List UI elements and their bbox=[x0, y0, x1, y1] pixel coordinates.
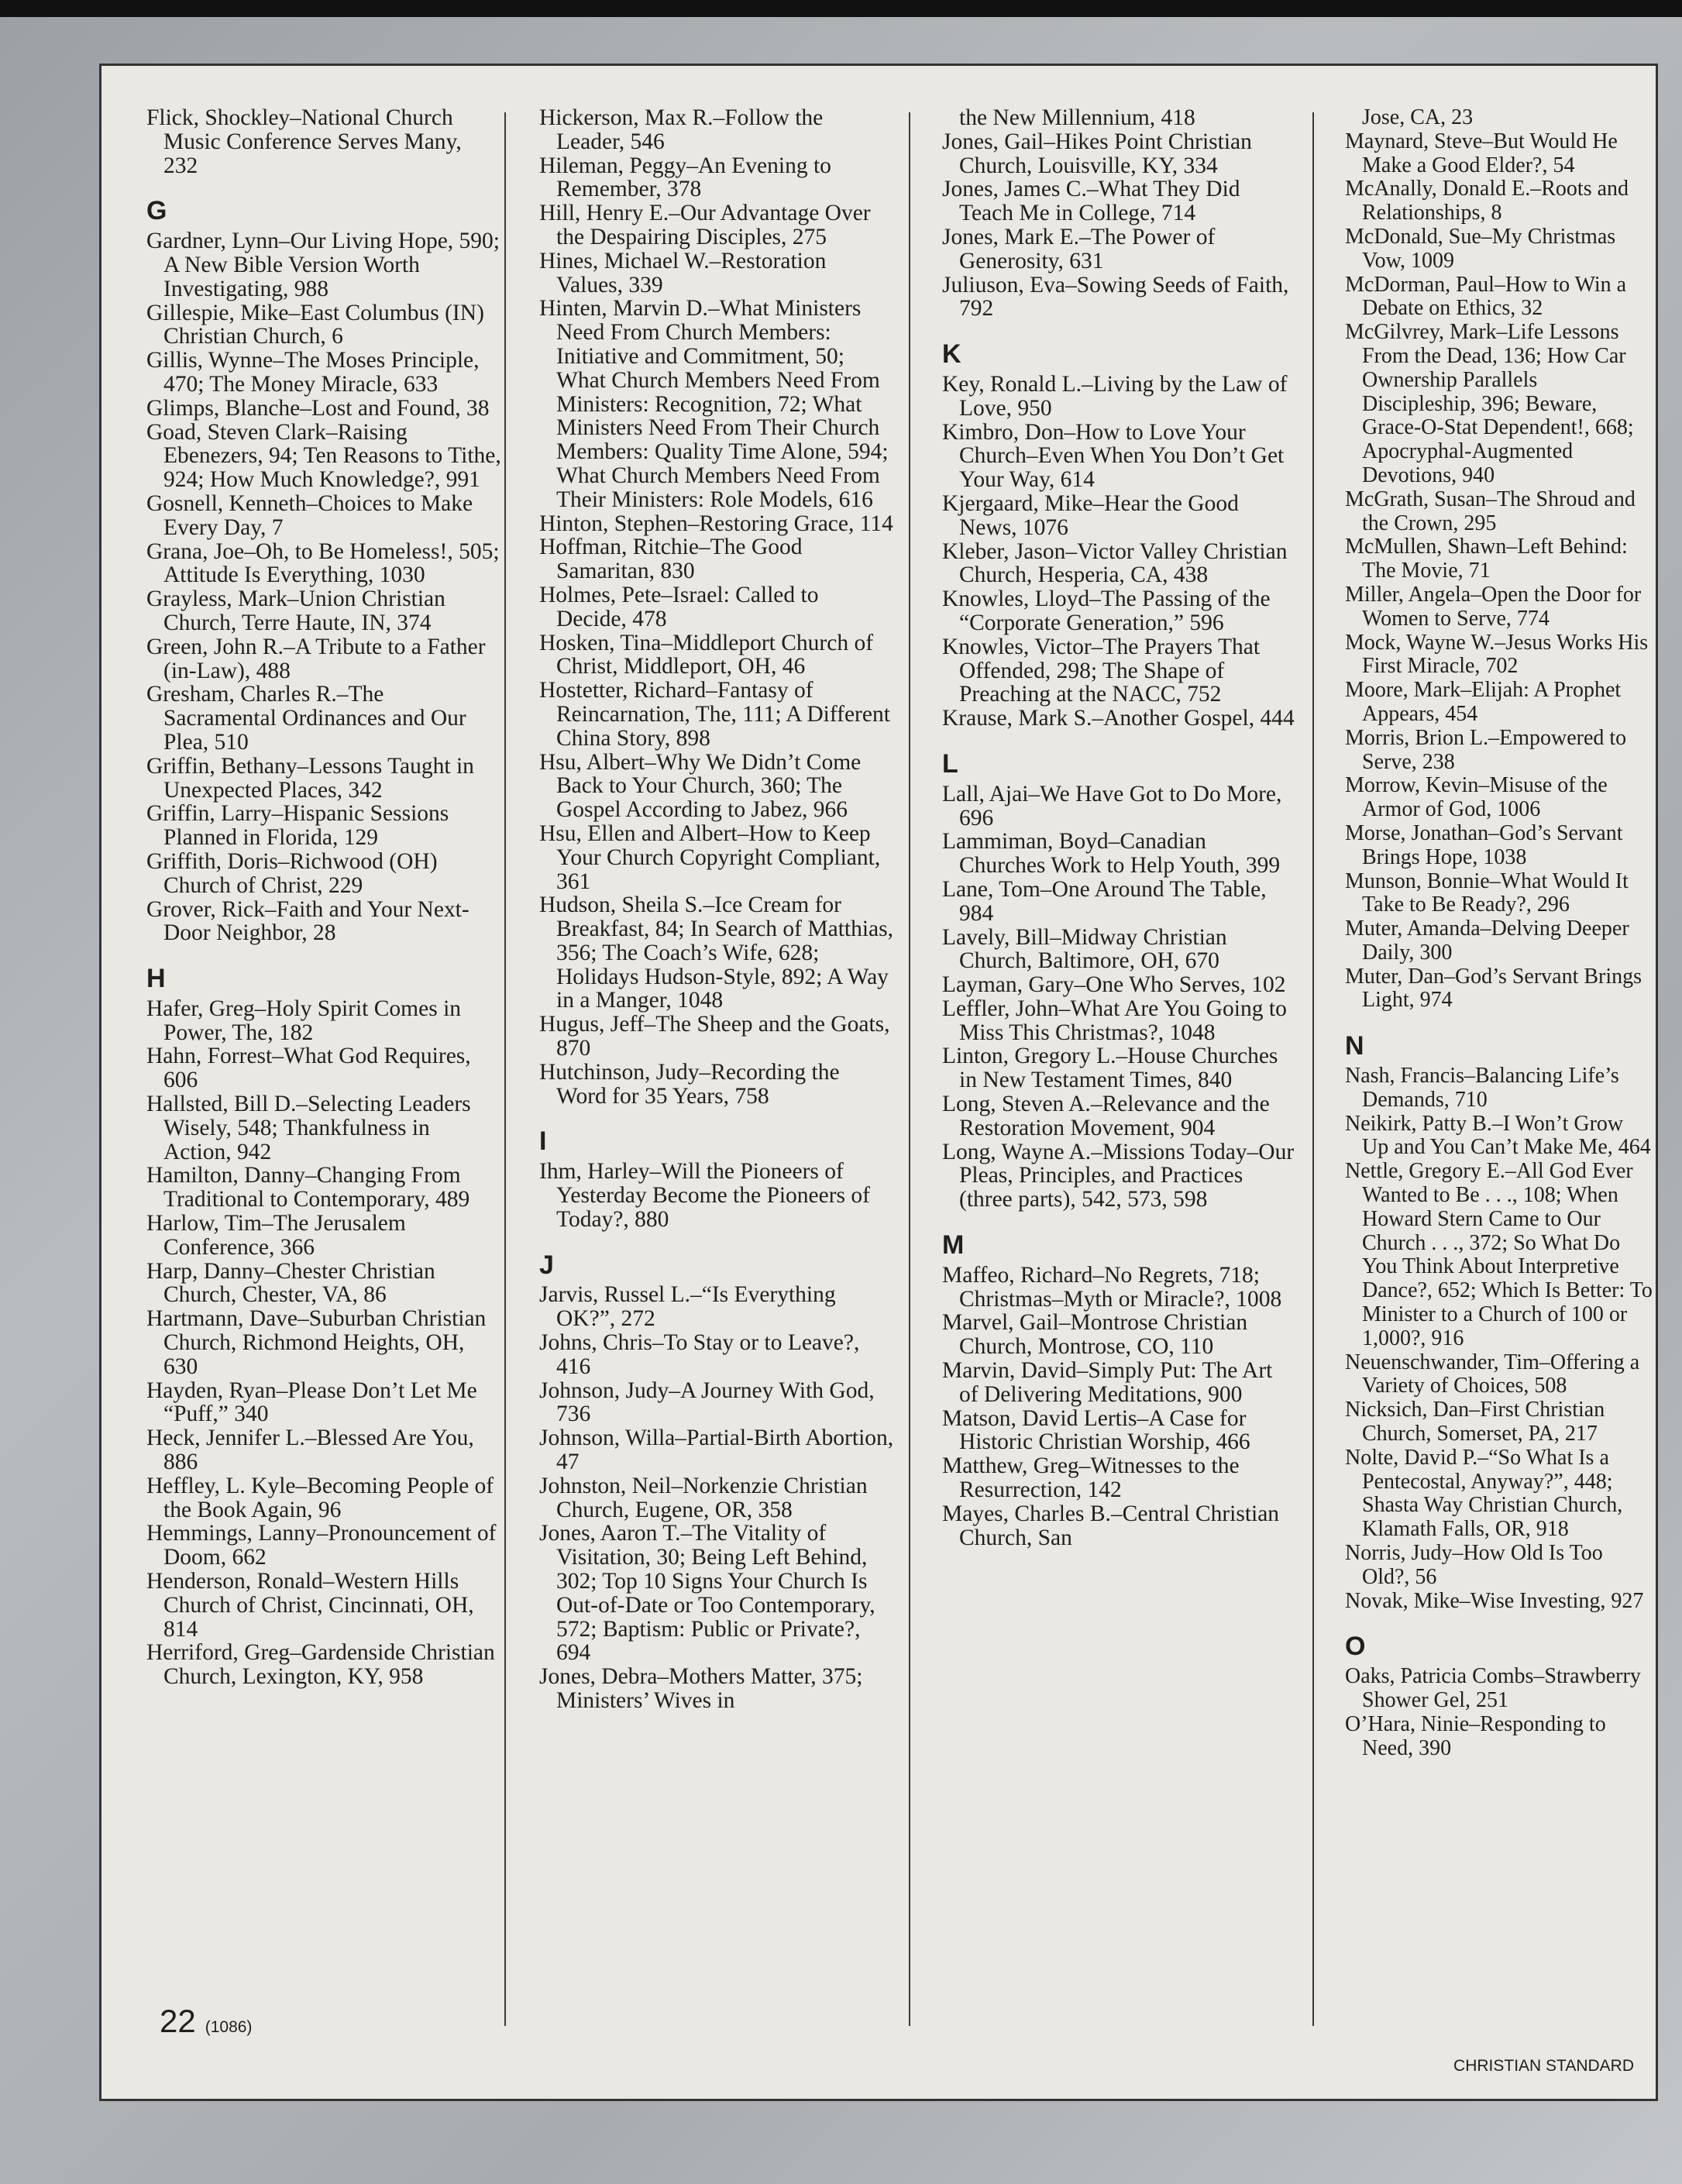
index-entry: Heffley, L. Kyle–Becoming People of the Book Again, 96 bbox=[146, 1473, 494, 1522]
index-entry: Johnson, Judy–A Journey With God, 736 bbox=[539, 1377, 875, 1427]
index-entry: Grana, Joe–Oh, to Be Homeless!, 505; Attitude Is Everything, 1030 bbox=[146, 538, 500, 588]
index-entry: Johns, Chris–To Stay or to Leave?, 416 bbox=[539, 1330, 860, 1379]
index-entry: Matson, David Lertis–A Case for Historic Christian Worship, 466 bbox=[942, 1405, 1250, 1455]
index-column-1 bbox=[146, 106, 501, 2020]
index-entry: Lammiman, Boyd–Canadian Churches Work to Help Youth, 399 bbox=[942, 829, 1281, 879]
index-entry: Muter, Amanda–Delving Deeper Daily, 300 bbox=[1345, 917, 1629, 965]
index-entry: Hines, Michael W.–Restoration Values, 339 bbox=[539, 248, 827, 298]
index-entry: McAnally, Donald E.–Roots and Relationships, 8 bbox=[1345, 177, 1629, 225]
index-entry: Griffin, Larry–Hispanic Sessions Planned in Florida, 129 bbox=[146, 801, 449, 851]
index-entry: Moore, Mark–Elijah: A Prophet Appears, 454 bbox=[1345, 678, 1622, 726]
section-letter: L bbox=[942, 748, 958, 779]
index-entry: Hamilton, Danny–Changing From Traditional to Contemporary, 489 bbox=[146, 1163, 470, 1212]
index-entry: Hinten, Marvin D.–What Ministers Need From Church Members: Initiative and Commitment, 50; What Church Members Need From Ministers: Recognition, 72; What Ministers Need From Their Church Members: Quality Time Alone, 594; What Church Members Need From Their Ministers: Role Models, 616 bbox=[539, 296, 889, 512]
index-entry: McDonald, Sue–My Christmas Vow, 1009 bbox=[1345, 224, 1616, 273]
section-letter: G bbox=[146, 196, 167, 226]
section-letter: J bbox=[539, 1250, 554, 1280]
index-entry: Mock, Wayne W.–Jesus Works His First Miracle, 702 bbox=[1345, 630, 1649, 679]
index-entry: Maffeo, Richard–No Regrets, 718; Christmas–Myth or Miracle?, 1008 bbox=[942, 1262, 1282, 1312]
index-entry: Jones, Debra–Mothers Matter, 375; Ministers’ Wives in bbox=[539, 1664, 863, 1713]
index-entry: McMullen, Shawn–Left Behind: The Movie, 71 bbox=[1345, 535, 1628, 583]
index-entry: Griffith, Doris–Richwood (OH) Church of Christ, 229 bbox=[146, 848, 438, 898]
index-entry: Glimps, Blanche–Lost and Found, 38 bbox=[146, 395, 490, 421]
index-entry: Hudson, Sheila S.–Ice Cream for Breakfast, 84; In Search of Matthias, 356; The Coach’s Wife, 628; Holidays Hudson-Style, 892; A Way in a Manger, 1048 bbox=[539, 893, 893, 1013]
index-entry: Hoffman, Ritchie–The Good Samaritan, 830 bbox=[539, 535, 803, 584]
index-entry: Hill, Henry E.–Our Advantage Over the Despairing Disciples, 275 bbox=[539, 201, 871, 249]
index-entry: Long, Wayne A.–Missions Today–Our Pleas, Principles, and Practices (three parts), 542, 573, 598 bbox=[942, 1139, 1295, 1212]
index-entry: Lane, Tom–One Around The Table, 984 bbox=[942, 876, 1267, 926]
index-entry: Gillis, Wynne–The Moses Principle, 470; The Money Miracle, 633 bbox=[146, 348, 480, 397]
magazine-name: CHRISTIAN STANDARD bbox=[1453, 2057, 1634, 2075]
index-entry: Gresham, Charles R.–The Sacramental Ordinances and Our Plea, 510 bbox=[146, 682, 466, 755]
index-entry: Layman, Gary–One Who Serves, 102 bbox=[942, 972, 1286, 998]
section-letter: H bbox=[146, 964, 166, 994]
index-entry: Holmes, Pete–Israel: Called to Decide, 478 bbox=[539, 582, 819, 631]
index-entry: Maynard, Steve–But Would He Make a Good Elder?, 54 bbox=[1345, 129, 1618, 177]
section-letter: K bbox=[942, 339, 961, 370]
column-divider bbox=[1312, 112, 1314, 2026]
index-entry: Kleber, Jason–Victor Valley Christian Church, Hesperia, CA, 438 bbox=[942, 538, 1288, 588]
index-entry: Muter, Dan–God’s Servant Brings Light, 974 bbox=[1345, 964, 1642, 1013]
index-entry: McGrath, Susan–The Shroud and the Crown, 295 bbox=[1345, 487, 1636, 535]
index-entry: Johnson, Willa–Partial-Birth Abortion, 47 bbox=[539, 1426, 894, 1475]
index-page bbox=[99, 64, 1658, 2101]
index-entry: Jones, James C.–What They Did Teach Me in College, 714 bbox=[942, 177, 1240, 226]
section-letter: O bbox=[1345, 1632, 1366, 1662]
index-column-4 bbox=[1345, 106, 1655, 2020]
index-entry: Harp, Danny–Chester Christian Church, Chester, VA, 86 bbox=[146, 1258, 435, 1308]
index-entry: Nolte, David P.–“So What Is a Pentecostal, Anyway?”, 448; Shasta Way Christian Church, Klamath Falls, OR, 918 bbox=[1345, 1445, 1623, 1542]
index-entry: Hugus, Jeff–The Sheep and the Goats, 870 bbox=[539, 1012, 890, 1061]
index-entry: Heck, Jennifer L.–Blessed Are You, 886 bbox=[146, 1426, 474, 1475]
index-entry: Jones, Gail–Hikes Point Christian Church, Louisville, KY, 334 bbox=[942, 129, 1252, 178]
index-entry: Knowles, Lloyd–The Passing of the “Corporate Generation,” 596 bbox=[942, 586, 1271, 635]
index-entry: O’Hara, Ninie–Responding to Need, 390 bbox=[1345, 1711, 1606, 1760]
index-entry: Gosnell, Kenneth–Choices to Make Every Day, 7 bbox=[146, 490, 473, 540]
index-entry: Goad, Steven Clark–Raising Ebenezers, 94; Ten Reasons to Tithe, 924; How Much Knowledge?, 991 bbox=[146, 419, 501, 493]
section-letter: I bbox=[539, 1126, 547, 1157]
index-entry: Henderson, Ronald–Western Hills Church of Christ, Cincinnati, OH, 814 bbox=[146, 1569, 474, 1642]
index-entry: Neuenschwander, Tim–Offering a Variety of Choices, 508 bbox=[1345, 1350, 1640, 1398]
index-entry: Krause, Mark S.–Another Gospel, 444 bbox=[942, 706, 1295, 731]
index-entry: Lall, Ajai–We Have Got to Do More, 696 bbox=[942, 781, 1282, 831]
index-entry: Hutchinson, Judy–Recording the Word for 35 Years, 758 bbox=[539, 1059, 840, 1109]
index-entry: Griffin, Bethany–Lessons Taught in Unexpected Places, 342 bbox=[146, 753, 474, 803]
index-entry: Matthew, Greg–Witnesses to the Resurrection, 142 bbox=[942, 1453, 1240, 1503]
index-column-2 bbox=[539, 106, 894, 2020]
index-entry: Knowles, Victor–The Prayers That Offended, 298; The Shape of Preaching at the NACC, 752 bbox=[942, 634, 1261, 707]
index-entry: Hosken, Tina–Middleport Church of Christ, Middleport, OH, 46 bbox=[539, 630, 874, 679]
issue-page-number: (1086) bbox=[205, 2018, 253, 2036]
index-entry: Ihm, Harley–Will the Pioneers of Yesterday Become the Pioneers of Today?, 880 bbox=[539, 1159, 870, 1232]
index-entry: Green, John R.–A Tribute to a Father (in-Law), 488 bbox=[146, 634, 486, 683]
index-entry: Long, Steven A.–Relevance and the Restoration Movement, 904 bbox=[942, 1092, 1270, 1140]
index-entry: Gillespie, Mike–East Columbus (IN) Christian Church, 6 bbox=[146, 300, 484, 349]
index-column-3 bbox=[942, 106, 1297, 2020]
index-entry: Nicksich, Dan–First Christian Church, Somerset, PA, 217 bbox=[1345, 1398, 1605, 1446]
scan-top-edge bbox=[0, 0, 1682, 17]
index-entry: Hickerson, Max R.–Follow the Leader, 546 bbox=[539, 106, 824, 154]
section-letter: M bbox=[942, 1230, 965, 1261]
index-entry: McGilvrey, Mark–Life Lessons From the Dead, 136; How Car Ownership Parallels Discipleship, 396; Beware, Grace-O-Stat Dependent!, 668; Apocryphal-Augmented Devotions, 940 bbox=[1345, 320, 1634, 487]
index-entry: Grayless, Mark–Union Christian Church, Terre Haute, IN, 374 bbox=[146, 586, 445, 635]
index-entry: Marvin, David–Simply Put: The Art of Delivering Meditations, 900 bbox=[942, 1358, 1273, 1407]
index-entry: Leffler, John–What Are You Going to Miss This Christmas?, 1048 bbox=[942, 996, 1287, 1045]
index-entry: Hahn, Forrest–What God Requires, 606 bbox=[146, 1044, 471, 1093]
index-entry: Marvel, Gail–Montrose Christian Church, Montrose, CO, 110 bbox=[942, 1310, 1248, 1360]
index-entry: Key, Ronald L.–Living by the Law of Love, 950 bbox=[942, 371, 1288, 421]
index-entry: Kjergaard, Mike–Hear the Good News, 1076 bbox=[942, 490, 1239, 540]
index-entry: Hallsted, Bill D.–Selecting Leaders Wisely, 548; Thankfulness in Action, 942 bbox=[146, 1092, 471, 1164]
index-entry: Gardner, Lynn–Our Living Hope, 590; A New Bible Version Worth Investigating, 988 bbox=[146, 229, 500, 301]
index-entry: Jose, CA, 23 bbox=[1362, 106, 1474, 129]
index-entry: Grover, Rick–Faith and Your Next-Door Neighbor, 28 bbox=[146, 896, 470, 946]
index-entry: Kimbro, Don–How to Love Your Church–Even When You Don’t Get Your Way, 614 bbox=[942, 419, 1285, 493]
index-entry: Jones, Aaron T.–The Vitality of Visitation, 30; Being Left Behind, 302; Top 10 Signs Your Church Is Out-of-Date or Too Contemporary, 572; Baptism: Public or Private?, 694 bbox=[539, 1521, 875, 1666]
index-entry: Nettle, Gregory E.–All God Ever Wanted to Be . . ., 108; When Howard Stern Came to Our Church . . ., 372; So What Do You Think About Interpretive Dance?, 652; Which Is Better: To Minister to a Church of 100 or 1,000?, 916 bbox=[1345, 1159, 1653, 1350]
index-entry: Norris, Judy–How Old Is Too Old?, 56 bbox=[1345, 1541, 1603, 1589]
section-letter: N bbox=[1345, 1031, 1364, 1061]
index-entry: Hartmann, Dave–Suburban Christian Church, Richmond Heights, OH, 630 bbox=[146, 1306, 487, 1379]
index-entry: Morrow, Kevin–Misuse of the Armor of God, 1006 bbox=[1345, 773, 1608, 822]
index-entry: Nash, Francis–Balancing Life’s Demands, 710 bbox=[1345, 1064, 1619, 1112]
page-number: 22 bbox=[160, 2003, 196, 2039]
page-footer-number bbox=[160, 2003, 252, 2040]
index-entry: Lavely, Bill–Midway Christian Church, Baltimore, OH, 670 bbox=[942, 924, 1227, 974]
index-entry: Morris, Brion L.–Empowered to Serve, 238 bbox=[1345, 725, 1627, 774]
index-entry: McDorman, Paul–How to Win a Debate on Ethics, 32 bbox=[1345, 272, 1627, 321]
index-entry: Hayden, Ryan–Please Don’t Let Me “Puff,” 340 bbox=[146, 1377, 477, 1427]
index-entry: Hostetter, Richard–Fantasy of Reincarnation, The, 111; A Different China Story, 898 bbox=[539, 678, 890, 751]
index-entry: Mayes, Charles B.–Central Christian Church, San bbox=[942, 1501, 1280, 1550]
index-entry: Hinton, Stephen–Restoring Grace, 114 bbox=[539, 511, 893, 536]
index-entry: Hsu, Albert–Why We Didn’t Come Back to Your Church, 360; The Gospel According to Jabez, 966 bbox=[539, 749, 862, 823]
index-entry: Oaks, Patricia Combs–Strawberry Shower Gel, 251 bbox=[1345, 1664, 1641, 1712]
index-entry: Hsu, Ellen and Albert–How to Keep Your Church Copyright Compliant, 361 bbox=[539, 820, 881, 894]
column-divider bbox=[909, 112, 910, 2026]
index-entry: Hemmings, Lanny–Pronouncement of Doom, 662 bbox=[146, 1521, 497, 1570]
index-entry: Hafer, Greg–Holy Spirit Comes in Power, The, 182 bbox=[146, 996, 462, 1045]
index-entry: Jarvis, Russel L.–“Is Everything OK?”, 272 bbox=[539, 1282, 836, 1332]
index-entry: Johnston, Neil–Norkenzie Christian Church, Eugene, OR, 358 bbox=[539, 1473, 868, 1522]
index-entry: Herriford, Greg–Gardenside Christian Church, Lexington, KY, 958 bbox=[146, 1640, 495, 1690]
index-entry: Harlow, Tim–The Jerusalem Conference, 366 bbox=[146, 1211, 406, 1260]
index-entry: Linton, Gregory L.–House Churches in New Testament Times, 840 bbox=[942, 1044, 1278, 1093]
column-divider bbox=[504, 112, 506, 2026]
index-entry: Juliuson, Eva–Sowing Seeds of Faith, 792 bbox=[942, 272, 1289, 322]
index-entry: Novak, Mike–Wise Investing, 927 bbox=[1345, 1588, 1644, 1613]
index-entry: Miller, Angela–Open the Door for Women to Serve, 774 bbox=[1345, 582, 1642, 631]
index-entry: Hileman, Peggy–An Evening to Remember, 378 bbox=[539, 153, 831, 202]
index-entry: Munson, Bonnie–What Would It Take to Be Ready?, 296 bbox=[1345, 868, 1629, 917]
index-entry: the New Millennium, 418 bbox=[959, 106, 1195, 130]
index-entry: Neikirk, Patty B.–I Won’t Grow Up and You Can’t Make Me, 464 bbox=[1345, 1111, 1651, 1160]
index-entry: Morse, Jonathan–God’s Servant Brings Hope, 1038 bbox=[1345, 820, 1623, 869]
index-entry: Jones, Mark E.–The Power of Generosity, 631 bbox=[942, 224, 1216, 273]
index-entry: Flick, Shockley–National Church Music Conference Serves Many, 232 bbox=[146, 106, 462, 178]
